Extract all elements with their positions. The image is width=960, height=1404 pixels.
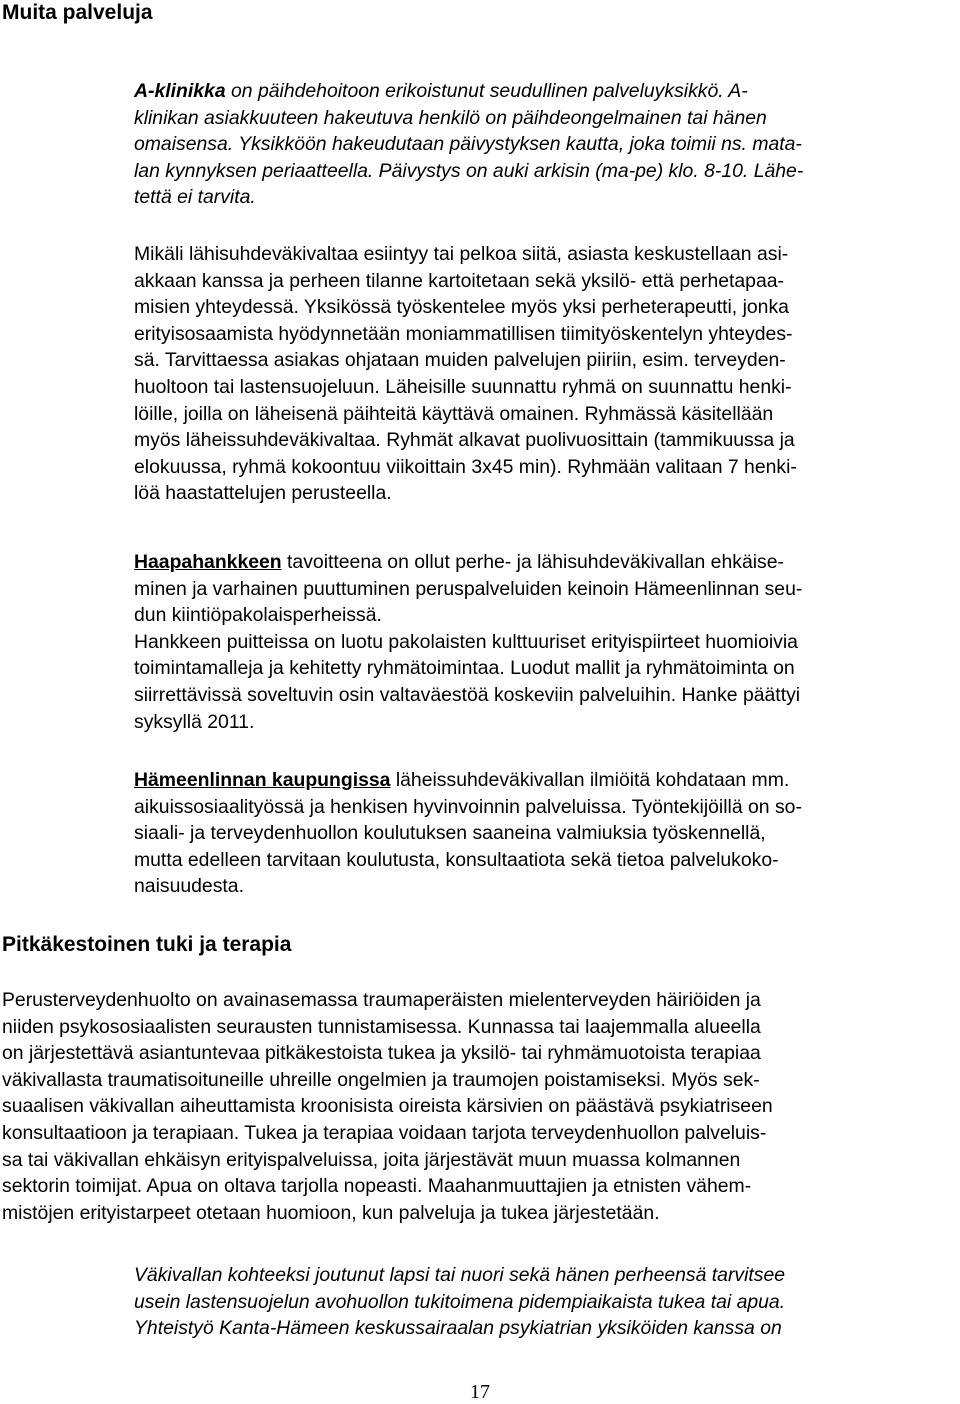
perusterveydenhuolto-line-6: konsultaatioon ja terapiaan. Tukea ja terapiaa voidaan tarjota terveydenhuollon palveluis- [2,1121,767,1144]
hameenlinna-line-3: siaali- ja terveydenhuollon koulutuksen saaneina valmiuksia työskennellä, [134,822,766,845]
haapahanke-line-3: dun kiintiöpakolaisperheissä. [134,604,382,627]
mikali-line-6: huoltoon tai lastensuojeluun. Läheisille suunnattu ryhmä on suunnattu henki- [134,375,792,398]
perusterveydenhuolto-line-1: Perusterveydenhuolto on avainasemassa traumaperäisten mielenterveyden häiriöiden ja [2,989,761,1011]
haapahanke-line-5: toimintamalleja ja kehitetty ryhmätoimintaa. Luodut mallit ja ryhmätoiminta on [134,657,795,680]
a-klinikka-line-1-text: on päihdehoitoon erikoistunut seudullinen palveluyksikkö. A- [225,80,748,102]
vakivallan-line-1: Väkivallan kohteeksi joutunut lapsi tai nuori sekä hänen perheensä tarvitsee [134,1264,786,1286]
page-number: 17 [470,1381,490,1403]
mikali-line-2: akkaan kanssa ja perheen tilanne kartoitetaan sekä yksilö- että perhetapaa- [134,269,784,292]
a-klinikka-line-2: klinikan asiakkuuteen hakeutuva henkilö on päihdeongelmainen tai hänen [134,106,767,129]
mikali-line-5: sä. Tarvittaessa asiakas ohjataan muiden palvelujen piiriin, esim. terveyden- [134,349,786,372]
vakivallan-line-2: usein lastensuojelun avohuollon tukitoimena pidempiaikaista tukea tai apua. [134,1290,786,1313]
perusterveydenhuolto-line-9: mistöjen erityistarpeet otetaan huomioon, kun palveluja ja tukea järjestetään. [2,1201,660,1224]
paragraph-mikali [134,241,797,507]
haapahanke-line-4: Hankkeen puitteissa on luotu pakolaisten kulttuuriset erityispiirteet huomioivia [134,630,798,653]
haapahanke-bold-term: Haapahankkeen [134,551,282,573]
perusterveydenhuolto-line-5: suaalisen väkivallan aiheuttamista kroonisista oireista kärsivien on päästävä psykiatriseen [2,1095,773,1118]
perusterveydenhuolto-line-7: sa tai väkivallan ehkäisyn erityispalveluissa, joita järjestävät muun muassa kolmannen [2,1148,741,1171]
hameenlinna-line-1-text: läheissuhdeväkivallan ilmiöitä kohdataan mm. [390,769,790,791]
a-klinikka-bold-term: A-klinikka [134,80,226,102]
hameenlinna-line-4: mutta edelleen tarvitaan koulutusta, konsultaatiota sekä tietoa palvelukoko- [134,848,779,871]
heading-muita-palveluja: Muita palveluja [2,1,153,24]
perusterveydenhuolto-line-2: niiden psykososiaalisten seurausten tunnistamisessa. Kunnassa tai laajemmalla alueella [2,1015,761,1038]
hameenlinna-bold-term: Hämeenlinnan kaupungissa [134,769,391,791]
mikali-line-10: löä haastattelujen perusteella. [134,482,392,505]
mikali-line-8: myös läheissuhdeväkivaltaa. Ryhmät alkavat puolivuosittain (tammikuussa ja [134,429,795,452]
haapahanke-line-2: minen ja varhainen puuttuminen peruspalveluiden keinoin Hämeenlinnan seu- [134,577,803,600]
mikali-line-1: Mikäli lähisuhdeväkivaltaa esiintyy tai pelkoa siitä, asiasta keskustellaan asi- [134,243,789,265]
vakivallan-line-3: Yhteistyö Kanta-Hämeen keskussairaalan psykiatrian yksiköiden kanssa on [134,1317,782,1340]
perusterveydenhuolto-line-4: väkivallasta traumatisoituneille uhreille ongelmien ja traumojen poistamiseksi. Myös sek- [2,1068,760,1091]
haapahanke-line-6: siirrettävissä soveltuvin osin valtaväestöä koskeviin palveluihin. Hanke päättyi [134,683,801,706]
paragraph-haapahanke [134,549,802,735]
perusterveydenhuolto-line-3: on järjestettävä asiantuntevaa pitkäkestoista tukea ja yksilö- tai ryhmämuotoista terapiaa [2,1042,761,1065]
heading-pitkakestoinen-tuki: Pitkäkestoinen tuki ja terapia [2,933,292,956]
hameenlinna-line-1 [134,767,802,794]
a-klinikka-line-3: omaisensa. Yksikköön hakeudutaan päivystyksen kautta, joka toimii ns. mata- [134,133,802,156]
a-klinikka-line-1 [134,78,803,105]
mikali-line-9: elokuussa, ryhmä kokoontuu viikoittain 3x45 min). Ryhmään valitaan 7 henki- [134,455,797,478]
paragraph-perusterveydenhuolto [2,987,773,1226]
mikali-line-3: misien yhteydessä. Yksikössä työskentelee myös yksi perheterapeutti, jonka [134,296,789,319]
haapahanke-line-1-text: tavoitteena on ollut perhe- ja lähisuhdeväkivallan ehkäise- [281,551,784,573]
haapahanke-line-7: syksyllä 2011. [134,710,255,733]
hameenlinna-line-2: aikuissosiaalityössä ja henkisen hyvinvoinnin palveluissa. Työntekijöillä on so- [134,795,802,818]
paragraph-vakivallan-kohteeksi [134,1262,785,1342]
hameenlinna-line-5: naisuudesta. [134,875,244,898]
haapahanke-line-1 [134,549,802,576]
mikali-line-4: erityisosaamista hyödynnetään moniammatillisen tiimityöskentelyn yhteydes- [134,322,793,345]
mikali-line-7: löille, joilla on läheisenä päihteitä käyttävä omainen. Ryhmässä käsitellään [134,402,774,425]
paragraph-hameenlinna [134,767,802,900]
a-klinikka-line-4: lan kynnyksen periaatteella. Päivystys on auki arkisin (ma-pe) klo. 8-10. Lähe- [134,159,804,182]
paragraph-a-klinikka [134,78,803,211]
perusterveydenhuolto-line-8: sektorin toimijat. Apua on oltava tarjolla nopeasti. Maahanmuuttajien ja etnisten vähem- [2,1175,752,1198]
a-klinikka-line-5: tettä ei tarvita. [134,186,256,209]
